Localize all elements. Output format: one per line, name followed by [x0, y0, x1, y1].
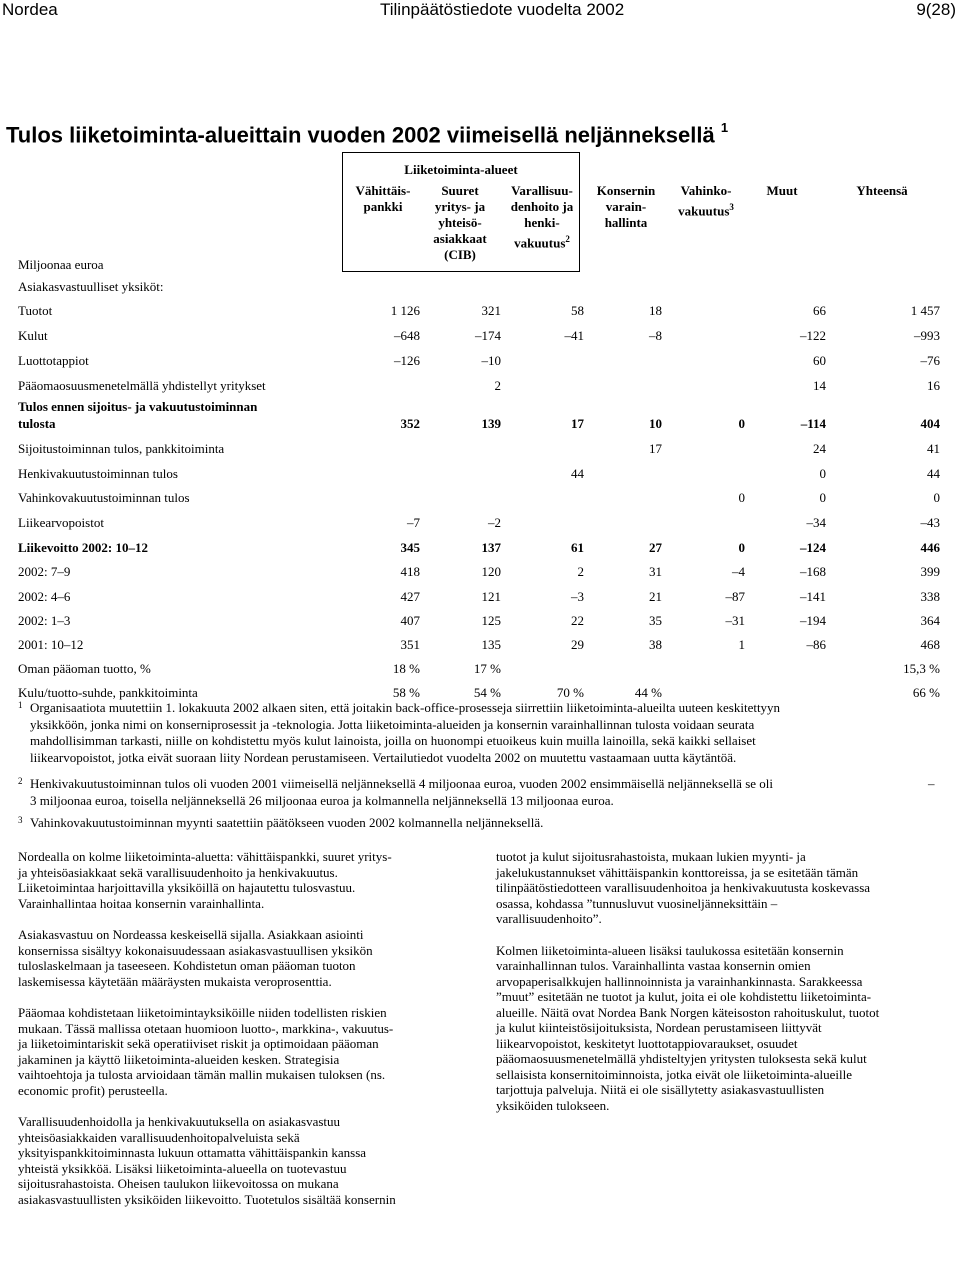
table-row: [0, 589, 960, 605]
table-cell: 446: [920, 540, 940, 555]
table-cell: –87: [725, 589, 745, 604]
table-cell: 35: [649, 613, 662, 628]
table-row: [0, 685, 960, 701]
col-header-varallisuudenhoito: Varallisuu- denhoito ja henki- vakuutus$^2$: [510, 183, 574, 251]
table-cell: –194: [800, 613, 826, 628]
table-cell: 321: [481, 303, 501, 318]
row-label: 2002: 4–6: [18, 589, 71, 604]
table-cell: –10: [481, 353, 501, 368]
table-cell: 22: [571, 613, 584, 628]
table-cell: 121: [481, 589, 501, 604]
paragraph: Kolmen liiketoiminta-alueen lisäksi taulukossa esitetään konsernin varainhallinnan tulos. Varainhallinta vastaa konsernin omien arvopaperisalkkujen hallinnoinnista ja varainhankinnasta. Sarakkeessa ”muut” esitetään ne tuotot ja kulut, joita ei ole kohdistettu liiketoiminta- alueille. Näitä ovat Nordea Bank Norgen käteisoston rahoituskulut, tuotot ja kulut kiinteistösijoituksista, Nordean perustamiseen liittyvät liikearvopoistot, keskitetyt luottotappiovaraukset, osuudet pääomaosuusmenetelmällä yhdisteltyjen yritysten tuloksesta sekä kulut sellaisista konsernitoiminnoista, jotka eivät ole liiketoiminta-alueille tarjottuja palveluja. Niitä ei ole sisällytetty asiakasvastuullisten yksiköiden tulokseen.: [496, 942, 880, 1113]
table-row: [0, 564, 960, 580]
table-cell: 364: [920, 613, 940, 628]
header-left: Nordea: [2, 0, 58, 19]
row-label: 2002: 1–3: [18, 613, 71, 628]
row-label: Vahinkovakuutustoiminnan tulos: [18, 490, 190, 505]
table-cell: –174: [475, 328, 501, 343]
table-cell: –8: [649, 328, 662, 343]
table-row: [0, 490, 960, 506]
group-title: Liiketoiminta-alueet: [404, 162, 518, 177]
footnote-3: 3 Vahinkovakuutustoiminnan myynti saatettiin päätökseen vuoden 2002 kolmannella neljänneksellä.: [18, 815, 544, 830]
table-cell: 16: [927, 378, 940, 393]
paragraph: Asiakasvastuu on Nordeassa keskeisellä sijalla. Asiakkaan asiointi konsernissa sisältyy kokonaisuudessaan asiakasvastuullisen yksikön tuloslaskelmaan ja taseeseen. Kohdistetun oman pääoman tuoton laskemisessa käytetään määräysten mukaista veroprosenttia.: [18, 927, 373, 989]
table-cell: –43: [920, 515, 940, 530]
table-cell: 418: [400, 564, 420, 579]
col-header-muut: Muut: [766, 183, 798, 198]
row-header-label: Miljoonaa euroa: [18, 257, 104, 272]
table-cell: 58 %: [392, 685, 420, 700]
table-row: [0, 328, 960, 344]
table-row: [0, 353, 960, 369]
table-cell: –2: [488, 515, 501, 530]
table-cell: 2: [494, 378, 501, 393]
table-cell: –124: [800, 540, 826, 555]
footnote-2: 2 Henkivakuutustoiminnan tulos oli vuoden 2001 viimeisellä neljänneksellä 4 miljoonaa euroa, vuoden 2002 ensimmäisellä neljänneksellä se oli 3 miljoonaa euroa, toisella neljänneksellä 26 miljoonaa euroa ja kolmannella neljänneksellä 13 miljoonaa euroa. –: [18, 776, 935, 808]
table-cell: 399: [920, 564, 940, 579]
header-page-number: 9(28): [916, 0, 956, 19]
section-label: Asiakasvastuulliset yksiköt:: [18, 279, 164, 294]
table-cell: 66 %: [912, 685, 940, 700]
footnote-1: 1 Organisaatiota muutettiin 1. lokakuuta 2002 alkaen siten, että joitakin back-office-prosesseja siirrettiin liiketoiminta-alueilta uuteen keskitettyyn yksikköön, jonka nimi on konserniprosessit ja -teknologia. Jotta liiketoiminta-alueiden ja konsernin varainhallinnan tulosta voidaan seurata mahdollisimman tarkasti, niille on kohdistettu myös kulut lainoista, joilla on huonompi etuoikeus kuin muilla lainoilla, sekä kaikki sellaiset liikearvopoistot, jotka eivät suoraan liity Nordean perustamiseen. Vertailutiedot vuodelta 2002 on muutettu vastaamaan uutta käytäntöä.: [18, 700, 781, 765]
table-cell: –648: [394, 328, 420, 343]
table-cell: 58: [571, 303, 584, 318]
table-cell: 135: [481, 637, 501, 652]
row-label: Tuotot: [18, 303, 53, 318]
table-cell: 0: [933, 490, 940, 505]
col-header-vahittaispankki: Vähittäis- pankki: [355, 183, 411, 214]
table-cell: 2: [577, 564, 584, 579]
table-row: [0, 661, 960, 677]
table-cell: 427: [400, 589, 420, 604]
table-cell: 54 %: [473, 685, 501, 700]
right-text-column: [496, 849, 946, 1129]
table-cell: 0: [819, 490, 826, 505]
row-label: Liikevoitto 2002: 10–12: [18, 540, 148, 555]
table-cell: 125: [481, 613, 501, 628]
row-label: tulosta: [18, 416, 56, 431]
table-cell: –993: [914, 328, 940, 343]
paragraph: tuotot ja kulut sijoitusrahastoista, mukaan lukien myynti- ja jakelukustannukset vähittäispankin konttoreissa, ja se esitetään tämän tilinpäätöstiedotteen varallisuudenhoitoa ja henkivakuutusta koskevassa osassa, kohdassa ”tunnusluvut vuosineljänneksittäin – varallisuudenhoito”.: [496, 849, 871, 926]
table-row: [0, 378, 960, 394]
table-cell: 0: [819, 466, 826, 481]
table-cell: 351: [400, 637, 420, 652]
row-label-top: Tulos ennen sijoitus- ja vakuutustoiminnan: [18, 399, 258, 414]
table-cell: 338: [920, 589, 940, 604]
table-cell: 17 %: [473, 661, 501, 676]
left-text-column: [18, 849, 468, 1223]
table-cell: 0: [738, 416, 745, 431]
table-cell: 139: [481, 416, 501, 431]
row-label: Oman pääoman tuotto, %: [18, 661, 151, 676]
table-cell: 10: [649, 416, 662, 431]
table-cell: 44 %: [634, 685, 662, 700]
table-cell: 60: [813, 353, 826, 368]
table-cell: 24: [813, 441, 826, 456]
footnote-2-dash: –: [928, 776, 935, 791]
col-header-vahinkovakuutus: Vahinko- vakuutus$^3$: [678, 183, 734, 219]
table-cell: 29: [571, 637, 584, 652]
table-cell: 1 126: [390, 303, 420, 318]
table-row: [0, 441, 960, 457]
page-header: [0, 0, 960, 24]
table-cell: –126: [394, 353, 420, 368]
col-header-cib: Suuret yritys- ja yhteisö- asiakkaat (CIB): [433, 183, 487, 262]
table-row: [0, 303, 960, 319]
table-cell: 345: [400, 540, 420, 555]
col-header-yhteensa: Yhteensä: [856, 183, 908, 198]
row-label: 2002: 7–9: [18, 564, 71, 579]
table-cell: 18 %: [392, 661, 420, 676]
paragraph: Varallisuudenhoidolla ja henkivakuutuksella on asiakasvastuu yhteisöasiakkaiden varallisuudenhoitopalveluista sekä yksityispankkitoiminnasta lukuun ottamatta vähittäispankin kanssa yhteistä yksikköä. Lisäksi liiketoiminta-alueella on tuotevastuu sijoitusrahastoista. Oheisen taulukon liikevoitossa on mukana asiakasvastuullisten yksiköiden liikevoitto. Tuotetulos sisältää konsernin: [18, 1114, 396, 1207]
table-cell: –3: [571, 589, 584, 604]
table-cell: 468: [920, 637, 940, 652]
row-label: 2001: 10–12: [18, 637, 84, 652]
table-cell: –141: [800, 589, 826, 604]
table-cell: 21: [649, 589, 662, 604]
table-cell: –41: [564, 328, 584, 343]
table-cell: 15,3 %: [903, 661, 940, 676]
table-cell: 0: [738, 540, 745, 555]
table-cell: 137: [481, 540, 501, 555]
table-cell: 1 457: [910, 303, 940, 318]
table-cell: –7: [407, 515, 420, 530]
table-cell: 352: [400, 416, 420, 431]
page-title: Tulos liiketoiminta-alueittain vuoden 2002 viimeisellä neljänneksellä $^1$: [6, 120, 729, 148]
table-cell: –122: [800, 328, 826, 343]
table-cell: –114: [800, 416, 826, 431]
paragraph: Nordealla on kolme liiketoiminta-aluetta: vähittäispankki, suuret yritys- ja yhteisöasiakkaat sekä varallisuudenhoito ja henkivakuutus. Liiketoimintaa harjoittavilla yksiköillä on hajautettu tulosvastuu. Varainhallintaa hoitaa konsernin varainhallinta.: [18, 849, 392, 911]
table-cell: 14: [813, 378, 826, 393]
table-cell: –31: [725, 613, 745, 628]
row-label: Liikearvopoistot: [18, 515, 104, 530]
row-label: Luottotappiot: [18, 353, 89, 368]
table-cell: 61: [571, 540, 584, 555]
table-cell: 44: [571, 466, 584, 481]
table-cell: 17: [571, 416, 584, 431]
row-label: Kulu/tuotto-suhde, pankkitoiminta: [18, 685, 198, 700]
row-label: Henkivakuutustoiminnan tulos: [18, 466, 178, 481]
table-cell: 70 %: [556, 685, 584, 700]
table-row: [0, 540, 960, 556]
table-cell: 31: [649, 564, 662, 579]
row-label: Pääomaosuusmenetelmällä yhdistellyt yritykset: [18, 378, 266, 393]
header-center: Tilinpäätöstiedote vuodelta 2002: [380, 0, 625, 19]
paragraph: Pääomaa kohdistetaan liiketoimintayksiköille niiden todellisten riskien mukaan. Tässä mallissa otetaan huomioon luotto-, markkina-, vakuutus- ja liiketoimintariskit sekä operatiiviset riskit ja optimoidaan pääoman jakaminen ja käyttö liiketoiminta-alueiden kesken. Strategisia vaihtoehtoja ja tulosta arvioidaan tämän mallin mukaisen tuloksen (ns. economic profit) perusteella.: [18, 1005, 394, 1098]
table-row: [0, 613, 960, 629]
table-cell: –34: [806, 515, 826, 530]
table-cell: 407: [400, 613, 420, 628]
table-cell: –168: [800, 564, 826, 579]
table-cell: 120: [481, 564, 501, 579]
table-cell: 17: [649, 441, 662, 456]
table-row: [0, 466, 960, 482]
table-cell: 41: [927, 441, 940, 456]
table-cell: 44: [927, 466, 940, 481]
col-header-varainhallinta: Konsernin varain- hallinta: [596, 183, 656, 230]
table-cell: 38: [649, 637, 662, 652]
table-cell: 66: [813, 303, 826, 318]
table-cell: 27: [649, 540, 662, 555]
table-cell: 18: [649, 303, 662, 318]
row-label: Sijoitustoiminnan tulos, pankkitoiminta: [18, 441, 225, 456]
table-cell: 0: [738, 490, 745, 505]
table-cell: –4: [732, 564, 745, 579]
table-cell: 1: [738, 637, 745, 652]
row-label: Kulut: [18, 328, 48, 343]
table-row: [0, 399, 960, 432]
table-row: [0, 637, 960, 653]
table-row: [0, 515, 960, 531]
table-cell: –76: [920, 353, 940, 368]
table-cell: 404: [920, 416, 940, 431]
table-cell: –86: [806, 637, 826, 652]
